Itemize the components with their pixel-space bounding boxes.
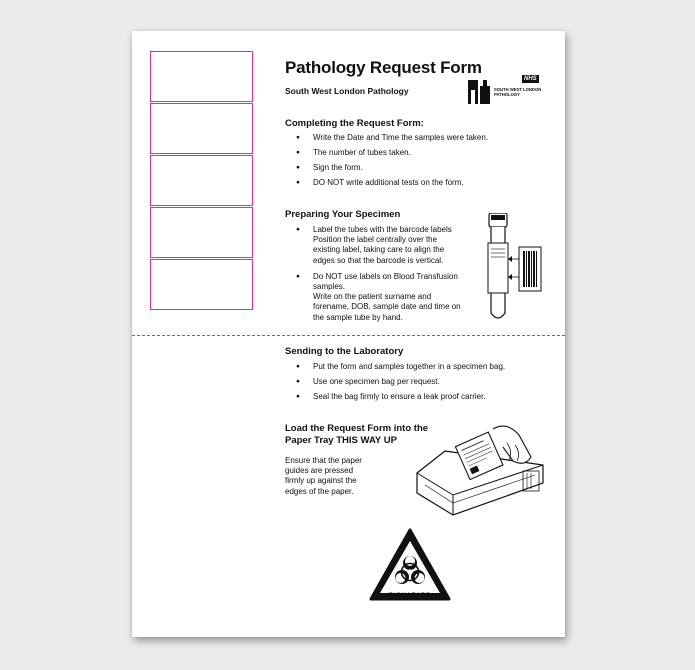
loading-instructions: Ensure that the paper guides are pressed firmly up against the edges of the paper.: [285, 456, 362, 496]
paper-tray-icon: [415, 421, 555, 521]
request-form-sheet: [132, 31, 565, 637]
label-box: [150, 155, 253, 206]
label-box: [150, 259, 253, 310]
list-item: ● Sign the form.: [285, 163, 555, 173]
sending-heading: Sending to the Laboratory: [285, 346, 404, 357]
preparing-list: [285, 225, 485, 323]
pathology-logo-icon: [468, 80, 492, 106]
list-item: ● Seal the bag firmly to ensure a leak proof carrier.: [285, 392, 555, 402]
nhs-badge: NHS: [524, 76, 537, 82]
biohazard-icon: [368, 527, 452, 603]
list-item: ● DO NOT write additional tests on the form.: [285, 178, 555, 188]
list-item: ● The number of tubes taken.: [285, 148, 555, 158]
loading-heading: Load the Request Form into the Paper Tray THIS WAY UP: [285, 423, 429, 446]
completing-heading: Completing the Request Form:: [285, 118, 424, 129]
list-item: ● Label the tubes with the barcode labels Position the label centrally over the existing label, taking care to align the edges so that the barcode is vertical.: [285, 225, 485, 266]
specimen-tube-icon: [481, 213, 545, 325]
list-item: ● Put the form and samples together in a specimen bag.: [285, 362, 555, 372]
label-box: [150, 51, 253, 102]
list-item: ● Write the Date and Time the samples were taken.: [285, 133, 555, 143]
perforation-line: [132, 335, 565, 336]
form-subtitle: South West London Pathology: [285, 86, 409, 96]
biohazard-label: BIOHAZARD: [388, 592, 432, 599]
logo-text: SOUTH WEST LONDON PATHOLOGY: [494, 87, 542, 97]
label-box: [150, 103, 253, 154]
list-item: ● Use one specimen bag per request.: [285, 377, 555, 387]
list-item: ● Do NOT use labels on Blood Transfusion samples. Write on the patient surname and forename, DOB, sample date and time on the sample tube by hand.: [285, 272, 485, 323]
label-box: [150, 207, 253, 258]
completing-list: [285, 133, 555, 188]
barcode-label-boxes: [150, 51, 253, 311]
preparing-heading: Preparing Your Specimen: [285, 209, 401, 220]
sending-list: [285, 362, 555, 402]
form-title: Pathology Request Form: [285, 58, 482, 77]
